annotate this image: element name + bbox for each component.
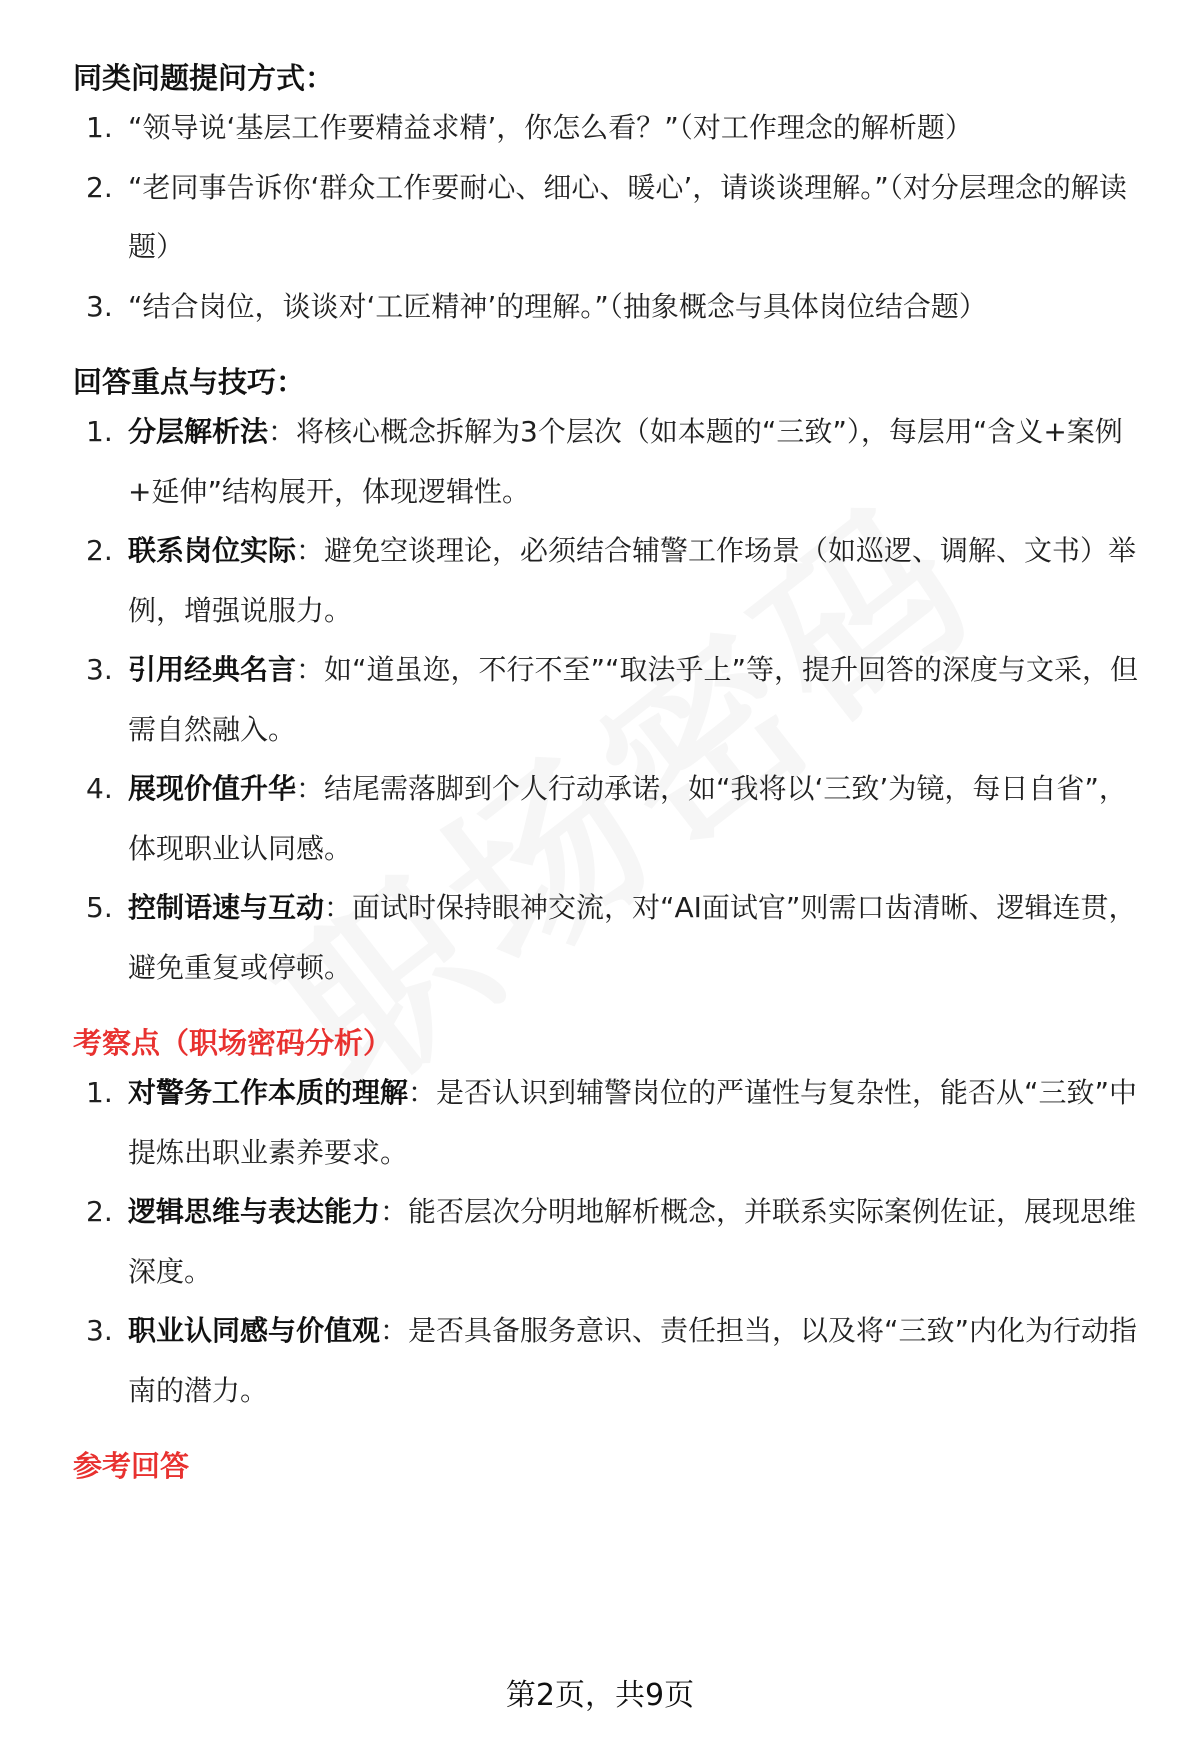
list-item	[73, 158, 1143, 277]
list-item-number: 1.	[86, 111, 113, 144]
list-item-number: 1.	[86, 415, 113, 448]
list-item-text: “结合岗位，谈谈对‘工匠精神’的理解。”（抽象概念与具体岗位结合题）	[128, 289, 987, 323]
list-item-text: ：是否具备服务意识、责任担当，以及将“三致”内化为行动指南的潜力。	[128, 1314, 1138, 1407]
reference-answer-heading: 参考回答	[73, 1449, 190, 1483]
list-item-text: ：将核心概念拆解为3个层次（如本题的“三致”），每层用“含义+案例+延伸”结构展开，体现逻辑性。	[128, 415, 1123, 508]
document-page	[73, 58, 1143, 1486]
list-item-text: ：是否认识到辅警岗位的严谨性与复杂性，能否从“三致”中提炼出职业素养要求。	[128, 1076, 1138, 1169]
list-item-number: 2.	[86, 1195, 113, 1228]
list-item-text: ：能否层次分明地解析概念，并联系实际案例佐证，展现思维深度。	[128, 1195, 1137, 1288]
list-item	[73, 1301, 1143, 1420]
list-item	[73, 640, 1143, 759]
list-item	[73, 402, 1143, 521]
list-item-text: ：面试时保持眼神交流，对“AI面试官”则需口齿清晰、逻辑连贯，避免重复或停顿。	[128, 891, 1137, 984]
list-item	[73, 1063, 1143, 1182]
list-item-number: 3.	[86, 1314, 113, 1347]
list-item	[73, 759, 1143, 878]
list-item	[73, 277, 1143, 337]
tips-heading: 回答重点与技巧：	[73, 365, 306, 399]
tips-list	[73, 402, 1143, 997]
similar-questions-heading: 同类问题提问方式：	[73, 61, 335, 95]
list-item	[73, 1182, 1143, 1301]
list-item-text: ：避免空谈理论，必须结合辅警工作场景（如巡逻、调解、文书）举例，增强说服力。	[128, 534, 1137, 627]
list-item-number: 3.	[86, 289, 113, 323]
list-item-text: ：如“道虽迩，不行不至”“取法乎上”等，提升回答的深度与文采，但需自然融入。	[128, 653, 1139, 746]
list-item-number: 5.	[86, 891, 113, 924]
list-item-keyword: 引用经典名言	[128, 653, 297, 686]
list-item-keyword: 联系岗位实际	[128, 534, 297, 567]
list-item	[73, 98, 1143, 158]
list-item	[73, 878, 1143, 997]
list-item-text: “老同事告诉你‘群众工作要耐心、细心、暖心’，请谈谈理解。”（对分层理念的解读题）	[128, 170, 1127, 263]
list-item-text: ：结尾需落脚到个人行动承诺，如“我将以‘三致’为镜，每日自省”，体现职业认同感。	[128, 772, 1127, 865]
similar-questions-list	[73, 98, 1143, 336]
list-item-text: “领导说‘基层工作要精益求精’，你怎么看？”（对工作理念的解析题）	[128, 111, 973, 144]
list-item-keyword: 逻辑思维与表达能力	[128, 1195, 381, 1228]
list-item-number: 2.	[86, 534, 113, 567]
list-item-keyword: 展现价值升华	[128, 772, 297, 805]
list-item-keyword: 分层解析法	[128, 415, 269, 448]
assessment-list	[73, 1063, 1143, 1420]
list-item	[73, 521, 1143, 640]
list-item-number: 4.	[86, 772, 113, 805]
assessment-heading: 考察点（职场密码分析）	[73, 1026, 393, 1060]
list-item-keyword: 职业认同感与价值观	[128, 1314, 381, 1347]
list-item-number: 1.	[86, 1076, 113, 1109]
list-item-keyword: 控制语速与互动	[128, 891, 325, 924]
list-item-number: 3.	[86, 653, 113, 686]
list-item-number: 2.	[86, 170, 113, 204]
list-item-keyword: 对警务工作本质的理解	[128, 1076, 409, 1109]
page-number: 第2页，共9页	[505, 1678, 695, 1713]
